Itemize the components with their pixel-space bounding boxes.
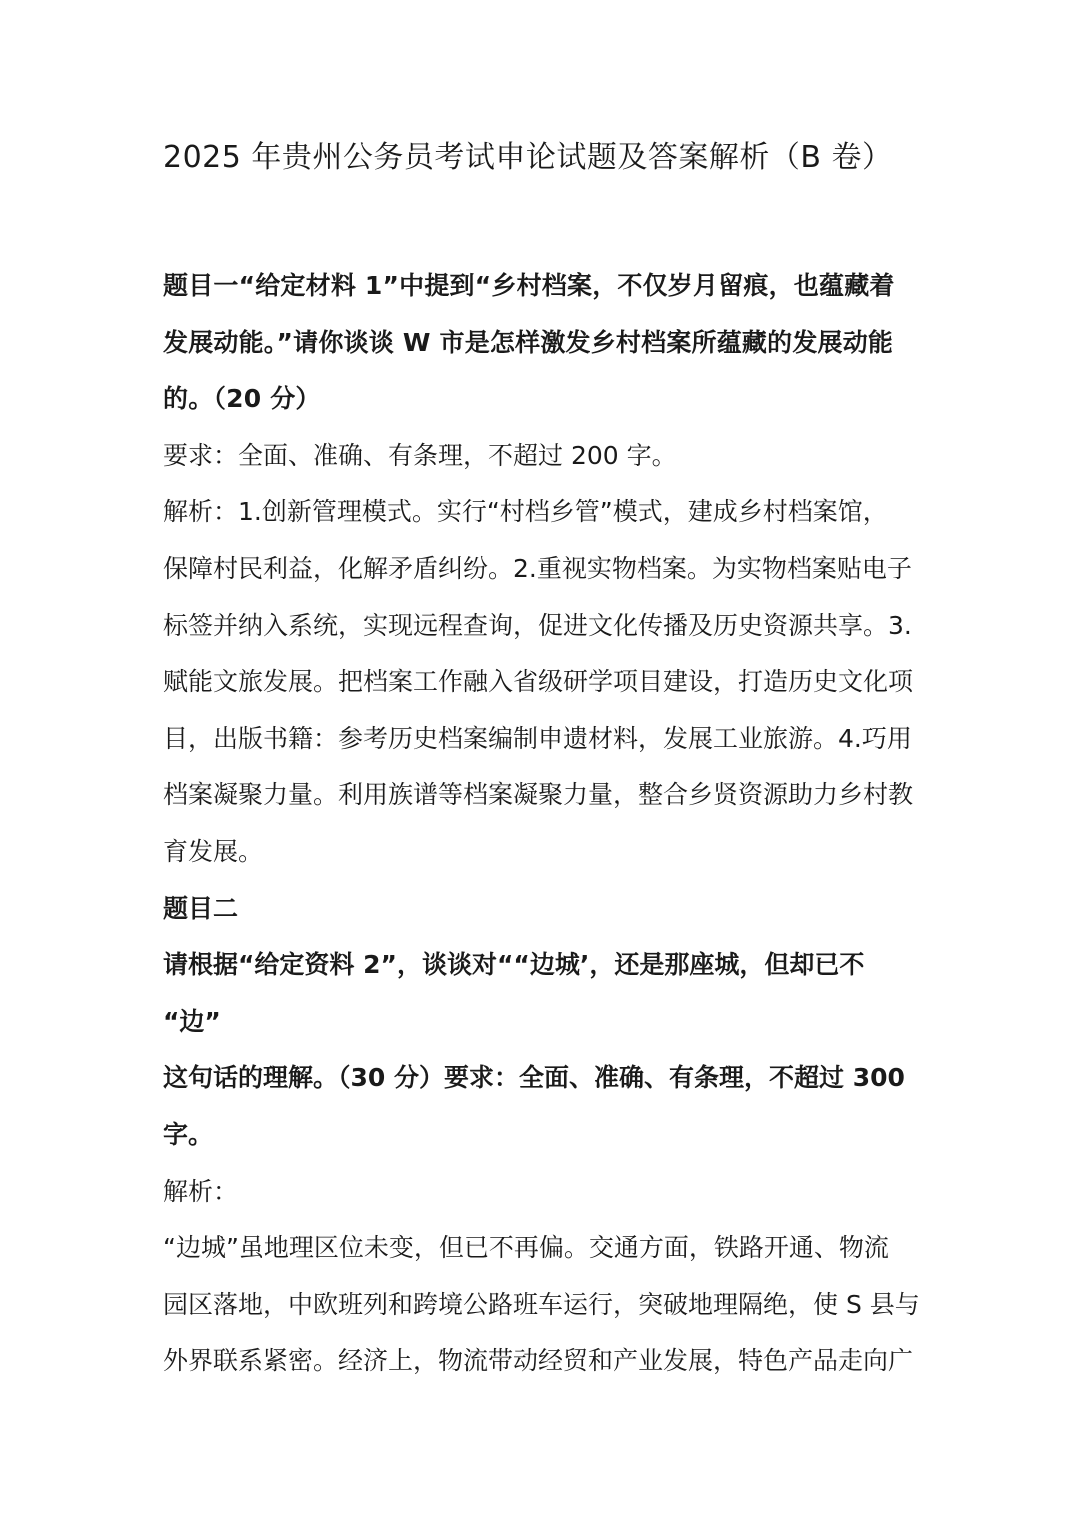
document-title: 2025 年贵州公务员考试申论试题及答案解析（B 卷） bbox=[163, 140, 893, 175]
question2-analysis-line: 园区落地，中欧班列和跨境公路班车运行，突破地理隔绝，使 S 县与 bbox=[163, 1289, 920, 1319]
question1-analysis-line: 标签并纳入系统，实现远程查询，促进文化传播及历史资源共享。3. bbox=[163, 610, 912, 640]
question1-analysis-line: 目，出版书籍：参考历史档案编制申遗材料，发展工业旅游。4.巧用 bbox=[163, 723, 912, 753]
question1-analysis-line: 育发展。 bbox=[163, 836, 264, 866]
question1-prompt-line: 的。（20 分） bbox=[163, 384, 321, 414]
question1-analysis bbox=[163, 484, 918, 880]
question2-prompt-line: 请根据“给定资料 2”，谈谈对““边城’，还是那座城，但却已不 bbox=[163, 950, 865, 980]
question2-analysis-label: 解析： bbox=[163, 1176, 239, 1206]
question1-prompt-line: 发展动能。”请你谈谈 W 市是怎样激发乡村档案所蕴藏的发展动能 bbox=[163, 327, 894, 357]
question1-analysis-line: 保障村民利益，化解矛盾纠纷。2.重视实物档案。为实物档案贴电子 bbox=[163, 553, 912, 583]
question2-prompt-line: 这句话的理解。（30 分）要求：全面、准确、有条理，不超过 300 bbox=[163, 1063, 905, 1093]
question2-analysis-line: 外界联系紧密。经济上，物流带动经贸和产业发展，特色产品走向广 bbox=[163, 1346, 914, 1376]
question1-analysis-line: 档案凝聚力量。利用族谱等档案凝聚力量，整合乡贤资源助力乡村教 bbox=[163, 780, 914, 810]
question1-prompt-line: 题目一“给定材料 1”中提到“乡村档案，不仅岁月留痕，也蕴藏着 bbox=[163, 271, 895, 300]
question2-analysis-line: “边城”虽地理区位未变，但已不再偏。交通方面，铁路开通、物流 bbox=[163, 1233, 889, 1263]
question2-analysis bbox=[163, 1220, 918, 1390]
question1-analysis-line: 赋能文旅发展。把档案工作融入省级研学项目建设，打造历史文化项 bbox=[163, 667, 914, 697]
question1-prompt bbox=[163, 258, 918, 428]
question2-prompt bbox=[163, 937, 918, 1163]
question2-prompt-line: 字。 bbox=[163, 1119, 214, 1149]
question1-analysis-line: 解析：1.创新管理模式。实行“村档乡管”模式，建成乡村档案馆， bbox=[163, 497, 888, 527]
question2-prompt-line: “边” bbox=[163, 1006, 221, 1036]
question1-requirement: 要求：全面、准确、有条理，不超过 200 字。 bbox=[163, 440, 677, 470]
question2-heading: 题目二 bbox=[163, 893, 239, 923]
